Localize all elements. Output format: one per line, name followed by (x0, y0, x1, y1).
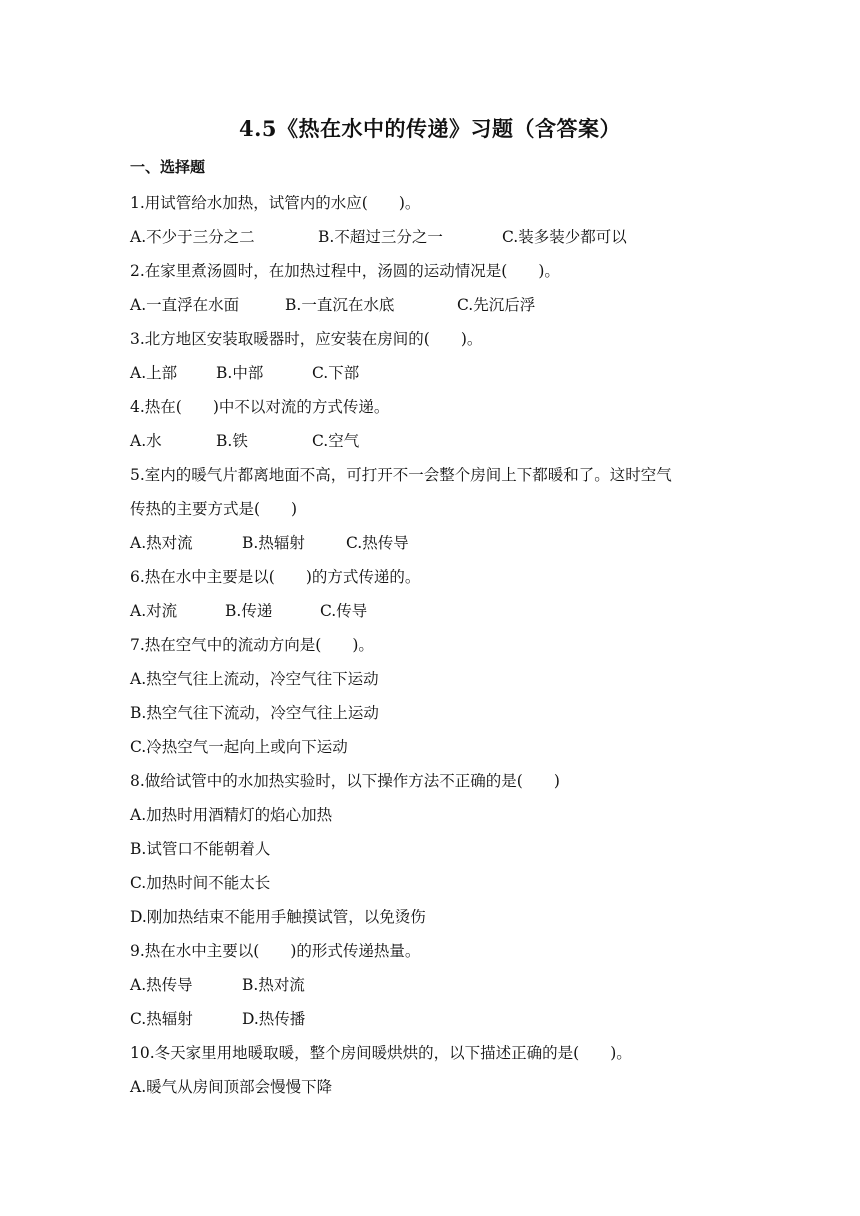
question-4-options (130, 424, 740, 458)
option-b: B.热对流 (242, 976, 305, 994)
question-3: 3.北方地区安装取暖器时，应安装在房间的( )。 (130, 330, 483, 348)
question-7-option-b: B.热空气往下流动，冷空气往上运动 (130, 704, 379, 722)
question-1: 1.用试管给水加热，试管内的水应( )。 (130, 194, 421, 212)
question-7: 7.热在空气中的流动方向是( )。 (130, 636, 374, 654)
question-10: 10.冬天家里用地暖取暖，整个房间暖烘烘的，以下描述正确的是( )。 (130, 1044, 632, 1062)
option-c: C.空气 (312, 432, 360, 450)
question-8-option-b: B.试管口不能朝着人 (130, 840, 271, 858)
option-c: C.传导 (320, 602, 368, 620)
question-8: 8.做给试管中的水加热实验时，以下操作方法不正确的是( ) (130, 772, 560, 790)
question-6: 6.热在水中主要是以( )的方式传递的。 (130, 568, 421, 586)
option-c: C.先沉后浮 (457, 296, 536, 314)
option-c: C.下部 (312, 364, 360, 382)
option-a: A.热传导 (130, 976, 193, 994)
question-7-option-c: C.冷热空气一起向上或向下运动 (130, 738, 348, 756)
option-a: A.水 (130, 432, 162, 450)
option-b: B.热辐射 (242, 534, 305, 552)
question-5-line-2: 传热的主要方式是( ) (130, 500, 298, 518)
question-7-option-a: A.热空气往上流动，冷空气往下运动 (130, 670, 379, 688)
option-a: A.上部 (130, 364, 178, 382)
option-c: C.装多装少都可以 (502, 228, 627, 246)
option-a: A.一直浮在水面 (130, 296, 240, 314)
question-9-options-row-2 (130, 1002, 740, 1036)
question-8-option-a: A.加热时用酒精灯的焰心加热 (130, 806, 333, 824)
section-heading: 一、选择题 (130, 158, 206, 176)
question-3-options (130, 356, 740, 390)
option-c: C.热辐射 (130, 1010, 193, 1028)
option-a: A.对流 (130, 602, 178, 620)
option-b: B.一直沉在水底 (285, 296, 395, 314)
option-a: A.热对流 (130, 534, 193, 552)
option-b: B.中部 (216, 364, 264, 382)
option-c: C.热传导 (346, 534, 409, 552)
question-9-options-row-1 (130, 968, 740, 1002)
question-5-line-1: 5.室内的暖气片都离地面不高，可打开不一会整个房间上下都暖和了。这时空气 (130, 466, 672, 484)
question-list (130, 186, 740, 1104)
question-5-options (130, 526, 740, 560)
document-title: 4.5《热在水中的传递》习题（含答案） (238, 116, 622, 141)
question-10-option-a: A.暖气从房间顶部会慢慢下降 (130, 1078, 333, 1096)
question-8-option-d: D.刚加热结束不能用手触摸试管，以免烫伤 (130, 908, 426, 926)
option-b: B.不超过三分之一 (318, 228, 443, 246)
question-1-options (130, 220, 740, 254)
option-b: B.传递 (225, 602, 273, 620)
question-2: 2.在家里煮汤圆时，在加热过程中，汤圆的运动情况是( )。 (130, 262, 560, 280)
question-8-option-c: C.加热时间不能太长 (130, 874, 271, 892)
option-a: A.不少于三分之二 (130, 228, 255, 246)
option-d: D.热传播 (242, 1010, 306, 1028)
question-6-options (130, 594, 740, 628)
question-2-options (130, 288, 740, 322)
question-9: 9.热在水中主要以( )的形式传递热量。 (130, 942, 421, 960)
question-4: 4.热在( )中不以对流的方式传递。 (130, 398, 390, 416)
option-b: B.铁 (216, 432, 248, 450)
